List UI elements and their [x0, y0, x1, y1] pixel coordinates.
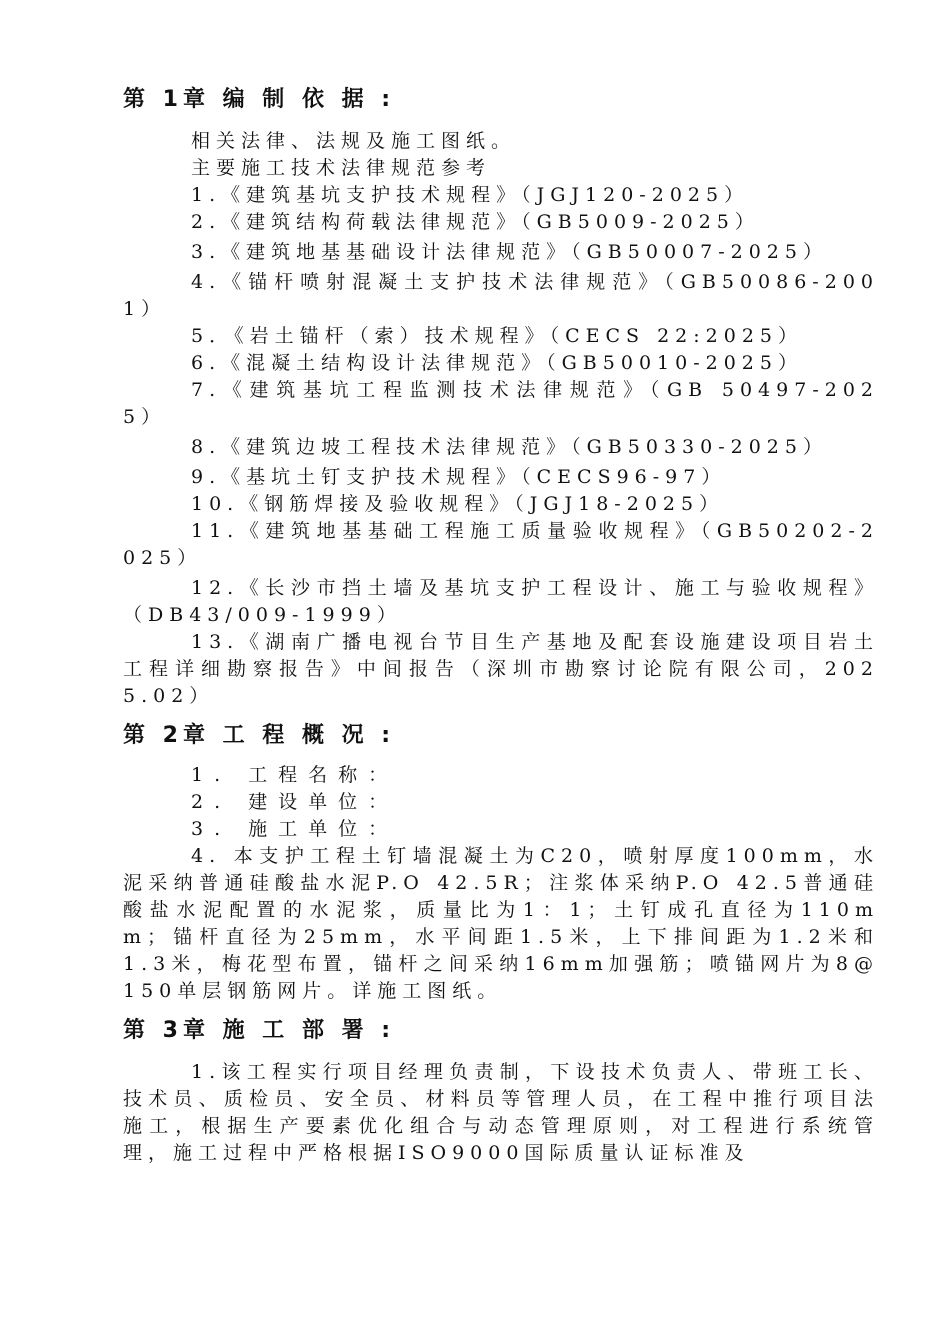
basis-item-3: 3.《建筑地基基础设计法律规范》（GB50007-2025）	[191, 241, 828, 263]
basis-item-11: 11.《建筑地基基础工程施工质量验收规程》（GB50202-2025）	[123, 520, 879, 569]
chapter-3-title: 第 3章 施 工 部 署 :	[123, 1018, 396, 1043]
construction-owner-line: 2. 建设单位：	[191, 791, 399, 813]
basis-item-4: 4.《锚杆喷射混凝土支护技术法律规范》（GB50086-2001）	[123, 271, 879, 320]
basis-item-12: 12.《长沙市挡土墙及基坑支护工程设计、施工与验收规程》（DB43/009-1999）	[123, 577, 879, 626]
chapter-1-body	[123, 128, 879, 710]
basis-item-9: 9.《基坑土钉支护技术规程》（CECS96-97）	[191, 466, 727, 488]
deployment-paragraph: 1.该工程实行项目经理负责制，下设技术负责人、带班工长、技术员、质检员、安全员、材料员等管理人员，在工程中推行项目法施工，根据生产要素优化组合与动态管理原则，对工程进行系统管理，施工过程中严格根据ISO9000国际质量认证标准及	[123, 1061, 879, 1164]
basis-intro-line: 相关法律、法规及施工图纸。	[191, 130, 517, 152]
basis-item-13: 13.《湖南广播电视台节目生产基地及配套设施建设项目岩土工程详细勘察报告》中间报告（深圳市勘察讨论院有限公司，2025.02）	[123, 631, 879, 707]
chapter-1-title: 第 1章 编 制 依 据 :	[123, 87, 396, 112]
basis-item-7: 7.《建筑基坑工程监测技术法律规范》（GB 50497-2025）	[123, 379, 879, 428]
chapter-2-title: 第 2章 工 程 概 况 :	[123, 723, 396, 748]
basis-item-2: 2.《建筑结构荷载法律规范》（GB5009-2025）	[191, 211, 760, 233]
document-page	[123, 86, 879, 1167]
basis-item-10: 10.《钢筋焊接及验收规程》（JGJ18-2025）	[191, 493, 725, 515]
support-description-paragraph: 4. 本支护工程土钉墙混凝土为C20，喷射厚度100mm，水泥采纳普通硅酸盐水泥P.O 42.5R；注浆体采纳P.O 42.5普通硅酸盐水泥配置的水泥浆，质量比为1：1；土钉成孔直径为110mm；锚杆直径为25mm，水平间距1.5米，上下排间距为1.2米和1.3米，梅花型布置，锚杆之间采纳16mm加强筋；喷锚网片为8@150单层钢筋网片。详施工图纸。	[123, 845, 879, 1002]
basis-heading-line: 主要施工技术法律规范参考	[191, 157, 492, 179]
basis-item-8: 8.《建筑边坡工程技术法律规范》（GB50330-2025）	[191, 436, 828, 458]
basis-item-6: 6.《混凝土结构设计法律规范》（GB50010-2025）	[191, 352, 803, 374]
basis-item-1: 1.《建筑基坑支护技术规程》（JGJ120-2025）	[191, 184, 750, 206]
project-name-line: 1. 工程名称：	[191, 764, 399, 786]
chapter-2-body	[123, 762, 879, 1005]
chapter-3-body	[123, 1059, 879, 1167]
contractor-line: 3. 施工单位：	[191, 818, 399, 840]
basis-item-5: 5．《岩土锚杆（索）技术规程》（CECS 22:2025）	[191, 325, 804, 347]
